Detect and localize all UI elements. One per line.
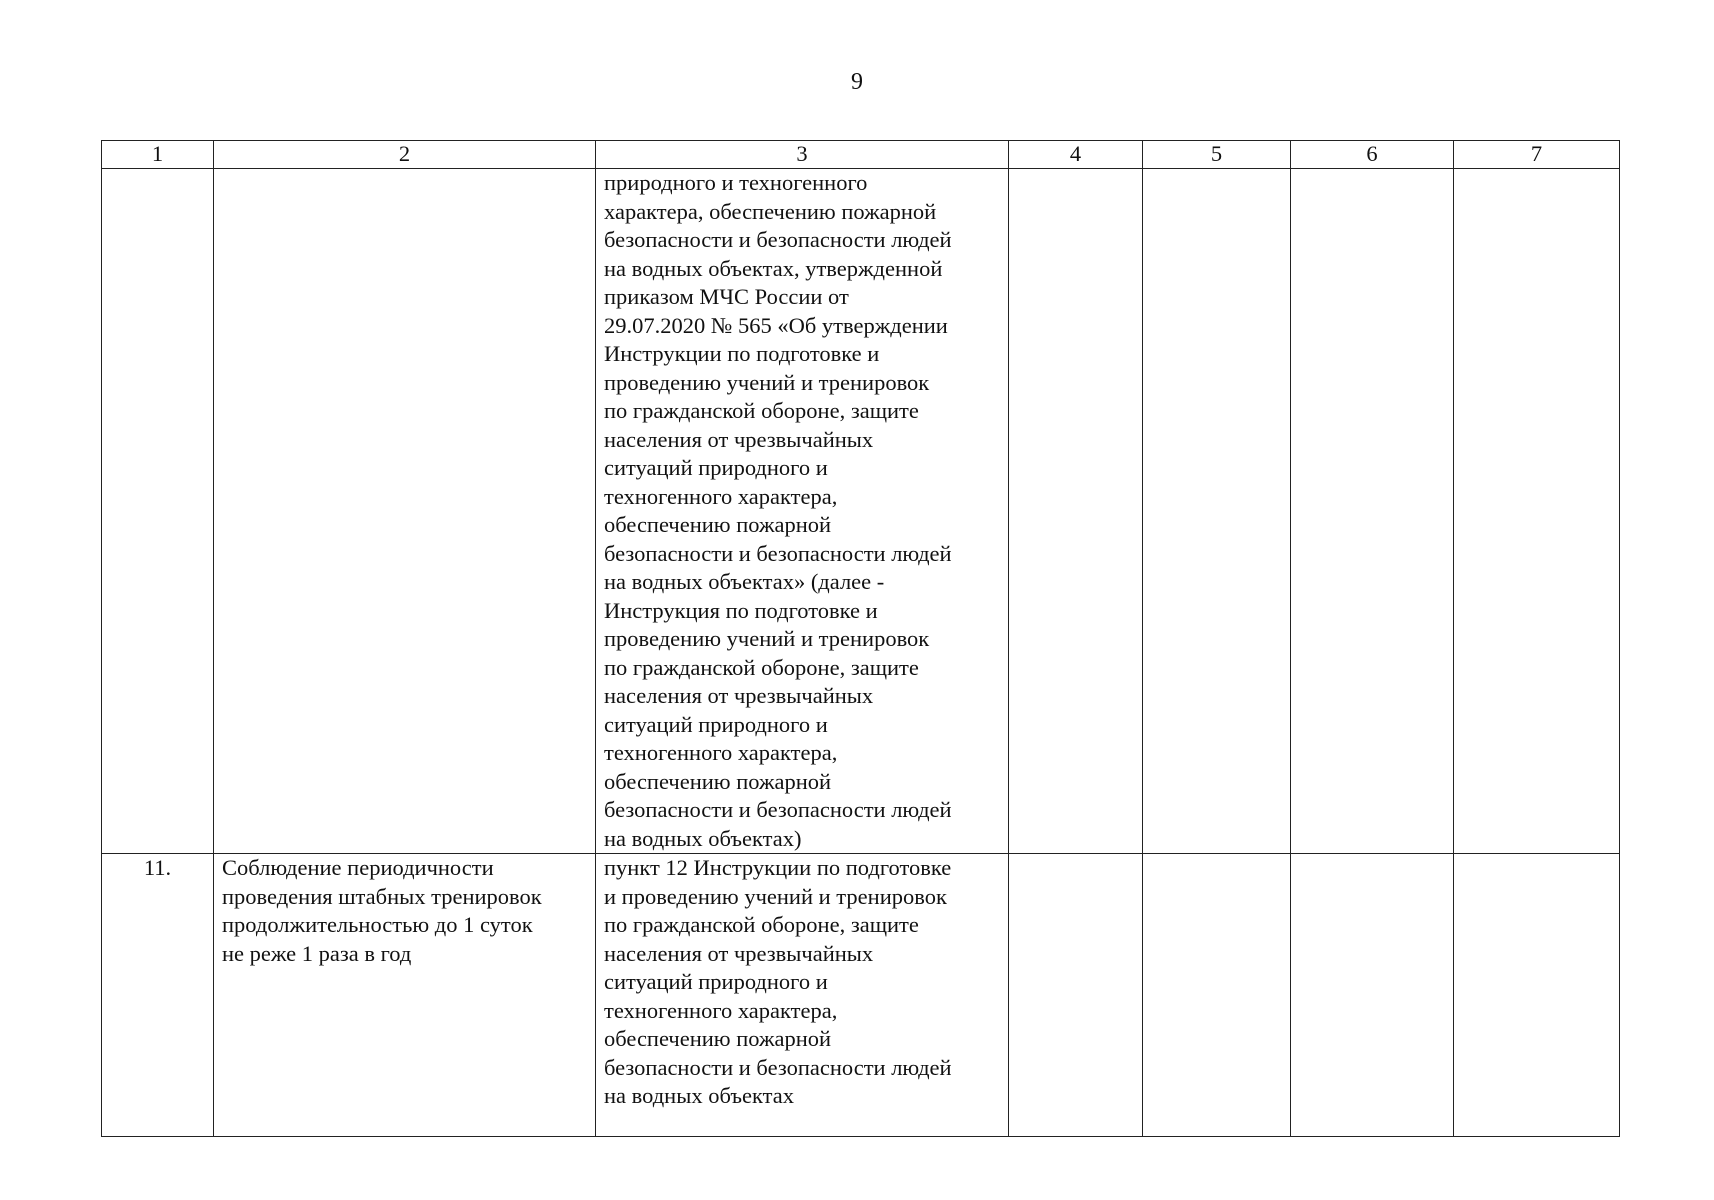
- column-header-6: 6: [1291, 141, 1454, 169]
- page-number: 9: [851, 69, 863, 95]
- cell-col6: [1291, 854, 1454, 1137]
- column-header-2: 2: [214, 141, 596, 169]
- cell-col5: [1143, 169, 1291, 854]
- column-header-3: 3: [596, 141, 1009, 169]
- cell-number: 11.: [102, 854, 214, 1137]
- requirements-table: [101, 140, 1620, 1137]
- table-row: [102, 854, 1620, 1137]
- cell-col4: [1009, 169, 1143, 854]
- table-row: [102, 169, 1620, 854]
- cell-col7: [1454, 169, 1620, 854]
- column-header-7: 7: [1454, 141, 1620, 169]
- cell-legal-reference: природного и техногенного характера, обеспечению пожарной безопасности и безопасности людей на водных объектах, утвержденной приказом МЧС России от 29.07.2020 № 565 «Об утверждении Инструкции по подготовке и проведению учений и тренировок по гражданской обороне, защите населения от чрезвычайных ситуаций природного и техногенного характера, обеспечению пожарной безопасности и безопасности людей на водных объектах» (далее - Инструкция по подготовке и проведению учений и тренировок по гражданской обороне, защите населения от чрезвычайных ситуаций природного и техногенного характера, обеспечению пожарной безопасности и безопасности людей на водных объектах): [596, 169, 1009, 854]
- cell-col7: [1454, 854, 1620, 1137]
- column-header-4: 4: [1009, 141, 1143, 169]
- table-header-row: [102, 141, 1620, 169]
- cell-legal-reference: пункт 12 Инструкции по подготовке и проведению учений и тренировок по гражданской обороне, защите населения от чрезвычайных ситуаций природного и техногенного характера, обеспечению пожарной безопасности и безопасности людей на водных объектах: [596, 854, 1009, 1137]
- column-header-5: 5: [1143, 141, 1291, 169]
- cell-requirement: Соблюдение периодичности проведения штабных тренировок продолжительностью до 1 суток не реже 1 раза в год: [214, 854, 596, 1137]
- cell-col5: [1143, 854, 1291, 1137]
- cell-col4: [1009, 854, 1143, 1137]
- column-header-1: 1: [102, 141, 214, 169]
- cell-requirement: [214, 169, 596, 854]
- cell-col6: [1291, 169, 1454, 854]
- cell-number: [102, 169, 214, 854]
